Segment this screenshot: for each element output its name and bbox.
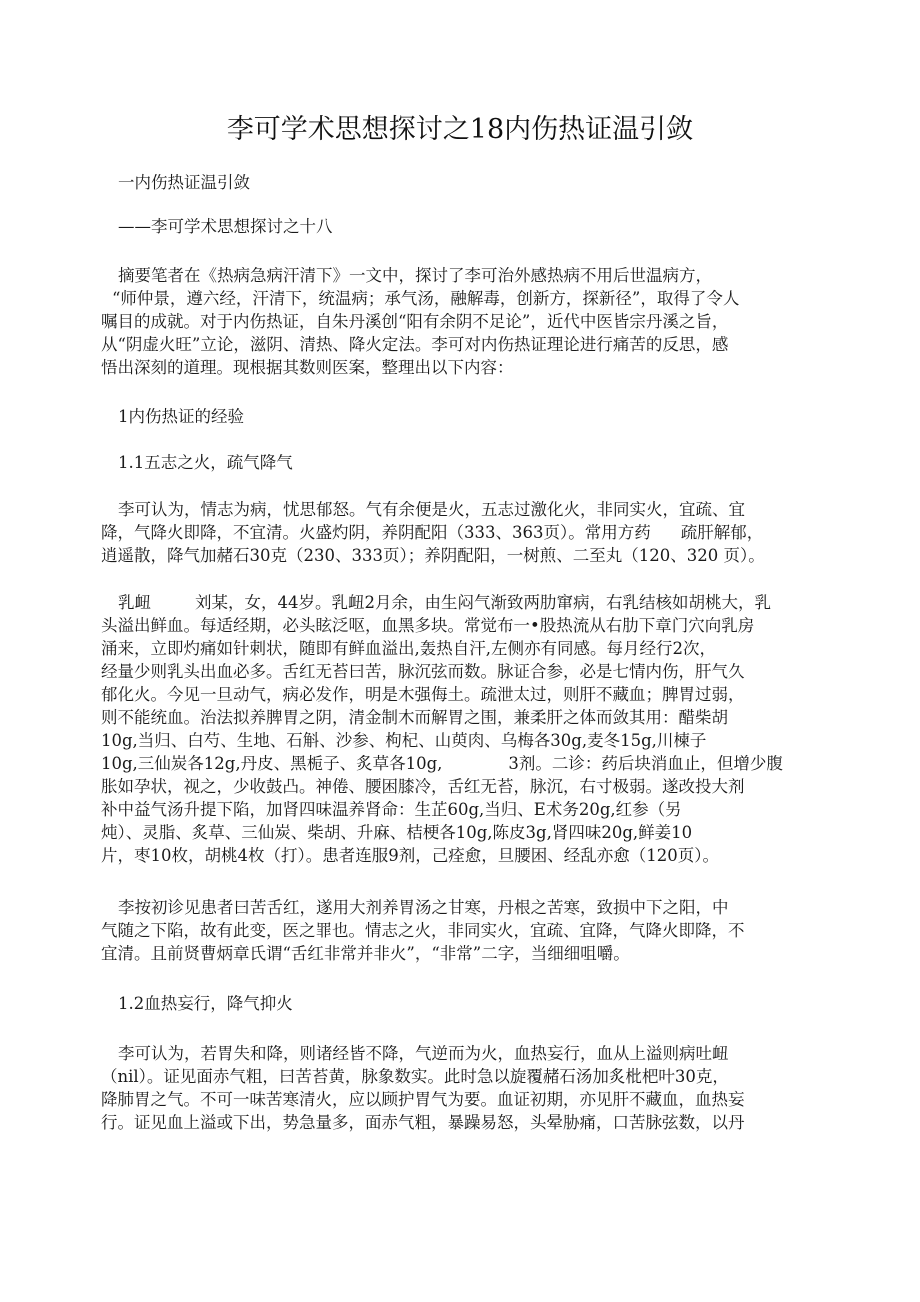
paragraph-line: （nil）。证见面赤气粗，曰苦苔黄，脉象数实。此时急以旋覆赭石汤加炙枇杷叶30克， — [101, 1067, 729, 1086]
case-line: 10g,当归、白芍、生地、石斛、沙参、枸杞、山萸肉、乌梅各30g,麦冬15g,川楝子 — [101, 731, 707, 750]
abstract-line: 从“阴虚火旺”立论，滋阴、清热、降火定法。李可对内伤热证理论进行痛苦的反思，感 — [101, 335, 729, 354]
paragraph-line: 李可认为，情志为病，忧思郁怒。气有余便是火，五志过激化火，非同实火，宜疏、宜 — [118, 500, 745, 519]
paragraph-line: 逍遥散，降气加赭石30克（230、333页）；养阴配阳，一树煎、二至丸（120、320 页）。 — [101, 546, 765, 565]
case-line: 郁化火。今见一旦动气，病必发作，明是木强侮土。疏泄太过，则肝不藏血；脾胃过弱， — [101, 685, 745, 704]
abstract-line: “师仲景，遵六经，汗清下，统温病；承气汤，融解毒，创新方，探新径”，取得了令人 — [112, 289, 740, 308]
paragraph-text: 降，气降火即降，不宜清。火盛灼阴，养阴配阳（333、363页）。常用方药 — [101, 523, 651, 542]
paragraph-line: 降肺胃之气。不可一味苦寒清火，应以顾护胃气为要。血证初期，亦见肝不藏血，血热妄 — [101, 1090, 745, 1109]
paragraph-line: 李可认为，若胃失和降，则诸经皆不降，气逆而为火，血热妄行，血从上溢则病吐衄 — [118, 1044, 729, 1063]
case-line: 片，枣10枚，胡桃4枚（打）。患者连服9剂，己痊愈，旦腰困、经乱亦愈（120页）。 — [101, 846, 719, 865]
section-heading: 一内伤热证温引敛 — [118, 173, 250, 192]
comment-line: 宜清。且前贤曹炳章氏谓“舌红非常并非火”，“非常”二字，当细细咀嚼。 — [101, 944, 630, 963]
case-line: 补中益气汤升提下陷，加肾四味温养肾命：生芷60g,当归、E术务20g,红参（另 — [101, 800, 682, 819]
section-1-2-heading: 1.2血热妄行，降气抑火 — [118, 994, 293, 1013]
case-line: 炖）、灵脂、炙草、三仙炭、柴胡、升麻、桔梗各10g,陈皮3g,肾四味20g,鲜姜10 — [101, 823, 693, 842]
paragraph-text: 疏肝解郁， — [680, 523, 764, 542]
abstract-line: 悟出深刻的道理。现根据其数则医案，整理出以下内容： — [101, 358, 514, 377]
case-line — [101, 753, 783, 775]
paragraph-line: 行。证见血上溢或下出，势急量多，面赤气粗，暴躁易怒，头晕胁痛，口苦脉弦数，以丹 — [101, 1113, 745, 1132]
paragraph-line — [101, 522, 763, 544]
document-title: 李可学术思想探讨之18内伤热证温引敛 — [226, 114, 694, 145]
case-line: 经量少则乳头出血必多。舌红无苔曰苦，脉沉弦而数。脉证合参，必是七情内伤，肝气久 — [101, 662, 745, 681]
comment-line: 气随之下陷，故有此变，医之罪也。情志之火，非同实火，宜疏、宜降，气降火即降，不 — [101, 921, 745, 940]
case-line — [118, 592, 771, 614]
case-line: 头溢出鲜血。每适经期，必头眩泛呕，血黑多块。常觉布一•股热流从右肋下章门穴向乳房 — [101, 616, 755, 635]
section-1-heading: 1内伤热证的经验 — [118, 407, 244, 426]
comment-line: 李按初诊见患者曰苦舌红，遂用大剂养胃汤之甘寒，丹根之苦寒，致损中下之阳，中 — [118, 898, 729, 917]
case-line: 胀如孕状，视之，少收鼓凸。神倦、腰困膝冷，舌红无苔，脉沉，右寸极弱。遂改投大剂 — [101, 777, 745, 796]
document-subtitle: ——李可学术思想探讨之十八 — [118, 217, 333, 236]
case-text: 3剂。二诊：药后块消血止，但增少腹 — [508, 754, 783, 773]
case-line: 涌来，立即灼痛如针刺状，随即有鲜血溢出,轰热自汗,左侧亦有同感。每月经行2次， — [101, 639, 716, 658]
case-text: 10g,三仙炭各12g,丹皮、黑栀子、炙草各10g, — [101, 754, 443, 773]
section-1-1-heading: 1.1五志之火，疏气降气 — [118, 453, 293, 472]
case-text: 刘某，女，44岁。乳衄2月余，由生闷气渐致两肋窜病，右乳结核如胡桃大，乳 — [195, 593, 771, 612]
case-line: 则不能统血。治法拟养脾胃之阴，清金制木而解胃之围，兼柔肝之体而敛其用：醋柴胡 — [101, 708, 728, 727]
abstract-line: 摘要笔者在《热病急病汗清下》一文中，探讨了李可治外感热病不用后世温病方， — [118, 266, 712, 285]
case-label: 乳衄 — [118, 593, 151, 612]
abstract-line: 嘱目的成就。对于内伤热证，自朱丹溪创“阳有余阴不足论”，近代中医皆宗丹溪之旨， — [101, 312, 729, 331]
